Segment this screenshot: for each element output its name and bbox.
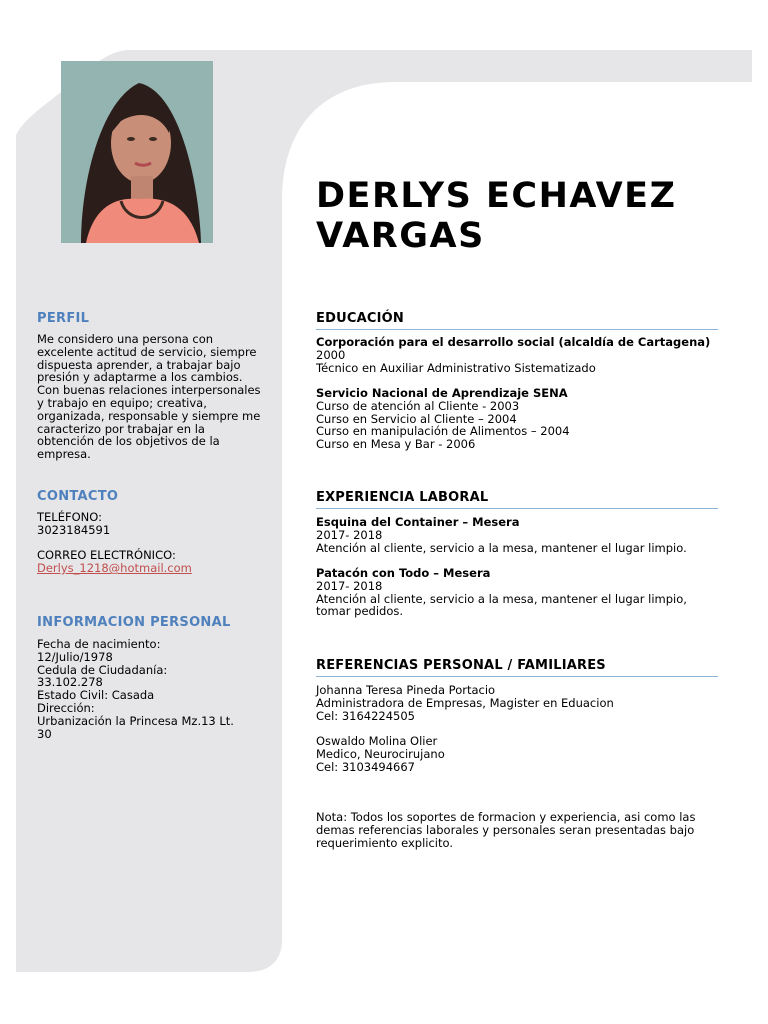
reference-phone: Cel: 3164224505 bbox=[316, 708, 415, 723]
experience-entry bbox=[316, 516, 726, 554]
job-description: Atención al cliente, servicio a la mesa, mantener el lugar limpio, tomar pedidos. bbox=[316, 591, 687, 619]
job-title: Esquina del Container – Mesera bbox=[316, 515, 520, 529]
address-label: Dirección: bbox=[37, 700, 95, 715]
phone-number: 3023184591 bbox=[37, 522, 111, 537]
personal-info bbox=[37, 638, 262, 740]
note bbox=[316, 811, 711, 849]
education-entry bbox=[316, 387, 726, 451]
education-institution: Servicio Nacional de Aprendizaje SENA bbox=[316, 386, 568, 400]
education-line: Técnico en Auxiliar Administrativo Sistematizado bbox=[316, 360, 596, 375]
personal-info-heading: INFORMACION PERSONAL bbox=[37, 615, 231, 630]
job-years: 2017- 2018 bbox=[316, 578, 383, 593]
reference-entry bbox=[316, 684, 726, 722]
job-description: Atención al cliente, servicio a la mesa, mantener el lugar limpio. bbox=[316, 540, 687, 555]
birth-date-label: Fecha de nacimiento: bbox=[37, 637, 161, 651]
perfil-heading: PERFIL bbox=[37, 311, 90, 326]
reference-role: Medico, Neurocirujano bbox=[316, 746, 445, 761]
education-line: Curso en Servicio al Cliente – 2004 bbox=[316, 411, 517, 426]
reference-phone: Cel: 3103494667 bbox=[316, 759, 415, 774]
reference-entry bbox=[316, 735, 726, 773]
email-label: CORREO ELECTRÓNICO: bbox=[37, 548, 176, 563]
reference-name: Oswaldo Molina Olier bbox=[316, 734, 438, 748]
experience-entry bbox=[316, 567, 726, 618]
education-heading: EDUCACIÓN bbox=[316, 311, 718, 330]
experience-heading: EXPERIENCIA LABORAL bbox=[316, 490, 718, 509]
education-line: Curso en manipulación de Alimentos – 2004 bbox=[316, 424, 570, 439]
address-line-1: Urbanización la Princesa Mz.13 Lt. bbox=[37, 713, 234, 728]
job-title: Patacón con Todo – Mesera bbox=[316, 566, 491, 580]
reference-name: Johanna Teresa Pineda Portacio bbox=[316, 683, 496, 697]
references-heading: REFERENCIAS PERSONAL / FAMILIARES bbox=[316, 658, 718, 677]
contacto-heading: CONTACTO bbox=[37, 489, 119, 504]
full-name bbox=[316, 176, 736, 256]
note-text: Nota: Todos los soportes de formacion y experiencia, asi como las demas referencias laborales y personales seran presentadas bajo requerimiento explicito. bbox=[316, 810, 696, 850]
education-line: Curso de atención al Cliente - 2003 bbox=[316, 398, 520, 413]
address-line-2: 30 bbox=[37, 726, 52, 741]
phone-label: TELÉFONO: bbox=[37, 510, 102, 524]
name-line-1: DERLYS ECHAVEZ bbox=[316, 176, 677, 216]
job-years: 2017- 2018 bbox=[316, 527, 383, 542]
id-label: Cedula de Ciudadanía: bbox=[37, 662, 168, 677]
birth-date: 12/Julio/1978 bbox=[37, 649, 113, 664]
civil-status: Estado Civil: Casada bbox=[37, 688, 155, 703]
education-line: Curso en Mesa y Bar - 2006 bbox=[316, 437, 476, 452]
name-line-2: VARGAS bbox=[316, 216, 485, 256]
profile-photo bbox=[61, 61, 213, 243]
education-line: 2000 bbox=[316, 347, 346, 362]
education-entry bbox=[316, 336, 726, 374]
reference-role: Administradora de Empresas, Magister en Eduacion bbox=[316, 695, 614, 710]
email-link[interactable]: Derlys_1218@hotmail.com bbox=[37, 561, 192, 576]
contact-info bbox=[37, 511, 262, 575]
education-institution: Corporación para el desarrollo social (alcaldía de Cartagena) bbox=[316, 335, 711, 349]
id-number: 33.102.278 bbox=[37, 675, 103, 690]
perfil-text: Me considero una persona con excelente actitud de servicio, siempre dispuesta aprender, a trabajar bajo presión y adaptarme a los cambios. Con buenas relaciones interpersonales y trabajo en equipo; creativa, organizada, responsable y siempre me caracterizo por trabajar en la obtención de los objetivos de la empresa. bbox=[37, 332, 261, 462]
